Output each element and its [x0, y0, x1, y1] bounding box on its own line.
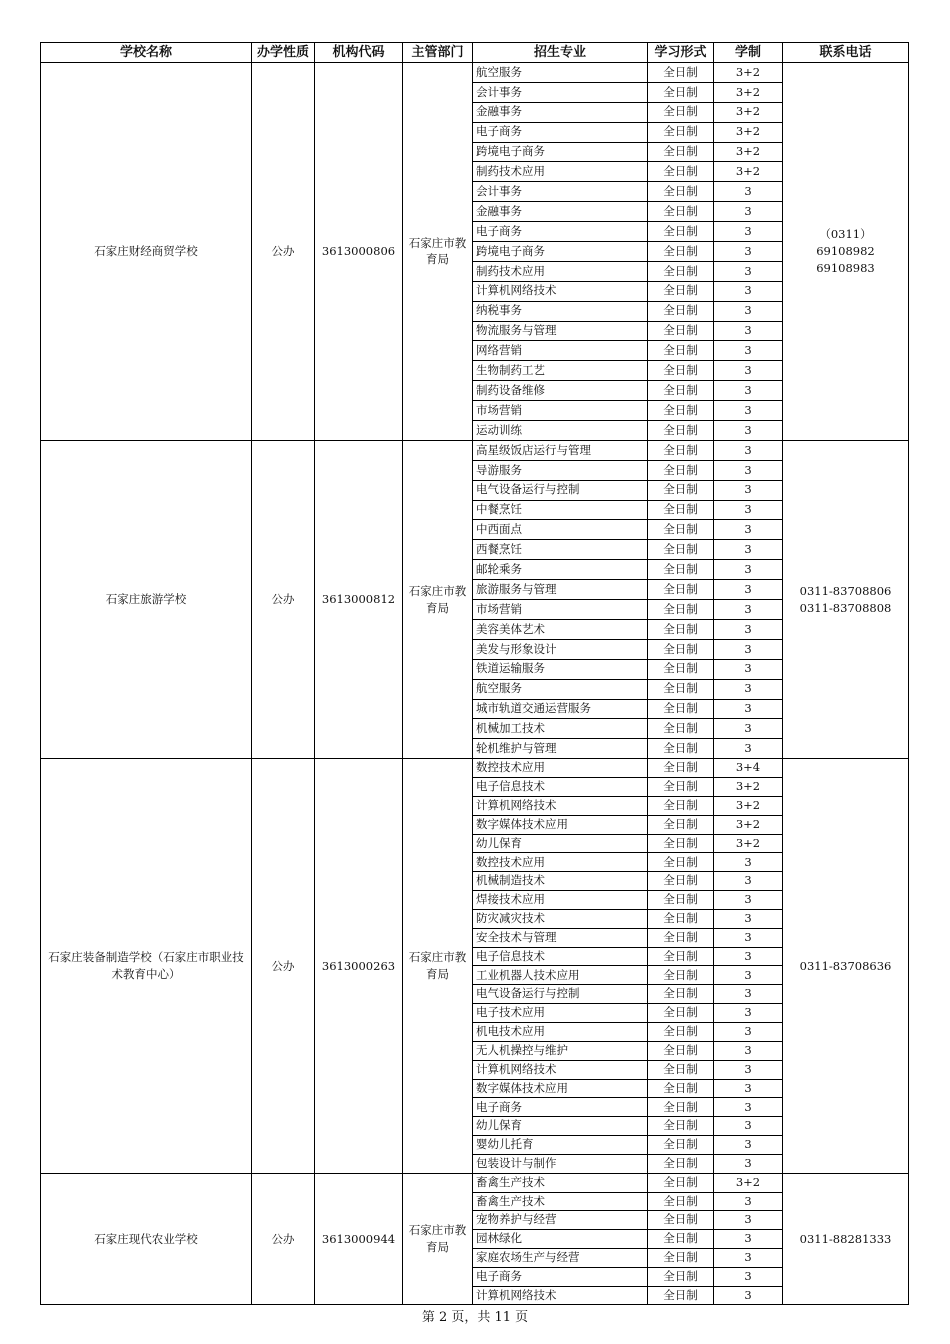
major-name: 跨境电子商务 — [473, 242, 648, 262]
major-name: 电子商务 — [473, 1267, 648, 1286]
study-duration: 3 — [714, 1136, 783, 1155]
study-form: 全日制 — [648, 891, 714, 910]
study-form: 全日制 — [648, 182, 714, 202]
header-nature: 办学性质 — [252, 43, 315, 63]
phone-line: 69108983 — [816, 260, 875, 275]
page-footer: 第 2 页，共 11 页 — [421, 1310, 529, 1325]
major-name: 市场营销 — [473, 401, 648, 421]
institution-code: 3613000806 — [315, 63, 403, 441]
major-name: 电子技术应用 — [473, 1004, 648, 1023]
major-name: 导游服务 — [473, 460, 648, 480]
study-form: 全日制 — [648, 421, 714, 441]
study-form: 全日制 — [648, 659, 714, 679]
study-form: 全日制 — [648, 966, 714, 985]
major-name: 数控技术应用 — [473, 853, 648, 872]
major-name: 无人机操控与维护 — [473, 1041, 648, 1060]
major-name: 家庭农场生产与经营 — [473, 1248, 648, 1267]
study-duration: 3 — [714, 1211, 783, 1230]
study-duration: 3 — [714, 500, 783, 520]
study-duration: 3 — [714, 1248, 783, 1267]
major-name: 中西面点 — [473, 520, 648, 540]
study-duration: 3 — [714, 1060, 783, 1079]
study-form: 全日制 — [648, 600, 714, 620]
major-name: 畜禽生产技术 — [473, 1192, 648, 1211]
study-duration: 3 — [714, 261, 783, 281]
study-form: 全日制 — [648, 778, 714, 797]
study-form: 全日制 — [648, 1098, 714, 1117]
study-form: 全日制 — [648, 520, 714, 540]
study-form: 全日制 — [648, 1117, 714, 1136]
table-row — [41, 759, 909, 778]
study-form: 全日制 — [648, 872, 714, 891]
study-duration: 3 — [714, 480, 783, 500]
supervising-dept: 石家庄市教育局 — [403, 63, 473, 441]
study-duration: 3 — [714, 891, 783, 910]
study-duration: 3+2 — [714, 102, 783, 122]
table-row — [41, 440, 909, 460]
contact-phone — [783, 1173, 909, 1305]
study-form: 全日制 — [648, 281, 714, 301]
study-duration: 3+2 — [714, 122, 783, 142]
study-duration: 3 — [714, 460, 783, 480]
study-duration: 3 — [714, 639, 783, 659]
study-form: 全日制 — [648, 381, 714, 401]
major-name: 园林绿化 — [473, 1230, 648, 1249]
institution-code: 3613000944 — [315, 1173, 403, 1305]
study-form: 全日制 — [648, 540, 714, 560]
study-duration: 3 — [714, 659, 783, 679]
study-duration: 3 — [714, 1154, 783, 1173]
study-duration: 3 — [714, 1286, 783, 1305]
study-duration: 3 — [714, 739, 783, 759]
major-name: 邮轮乘务 — [473, 560, 648, 580]
header-phone: 联系电话 — [783, 43, 909, 63]
phone-line: 0311-88281333 — [799, 1231, 892, 1246]
study-duration: 3 — [714, 560, 783, 580]
study-form: 全日制 — [648, 142, 714, 162]
study-duration: 3 — [714, 202, 783, 222]
study-form: 全日制 — [648, 815, 714, 834]
study-duration: 3 — [714, 1022, 783, 1041]
study-duration: 3 — [714, 679, 783, 699]
study-form: 全日制 — [648, 580, 714, 600]
major-name: 幼儿保育 — [473, 834, 648, 853]
header-code: 机构代码 — [315, 43, 403, 63]
major-name: 计算机网络技术 — [473, 1060, 648, 1079]
contact-phone — [783, 759, 909, 1174]
study-duration: 3+2 — [714, 778, 783, 797]
study-duration: 3 — [714, 341, 783, 361]
major-name: 会计事务 — [473, 182, 648, 202]
study-duration: 3 — [714, 301, 783, 321]
study-duration: 3 — [714, 281, 783, 301]
study-duration: 3 — [714, 1267, 783, 1286]
major-name: 航空服务 — [473, 679, 648, 699]
study-duration: 3 — [714, 600, 783, 620]
phone-line: 69108982 — [816, 244, 875, 259]
major-name: 数字媒体技术应用 — [473, 1079, 648, 1098]
study-duration: 3 — [714, 401, 783, 421]
study-duration: 3 — [714, 619, 783, 639]
major-name: 物流服务与管理 — [473, 321, 648, 341]
header-major: 招生专业 — [473, 43, 648, 63]
institution-code: 3613000263 — [315, 759, 403, 1174]
contact-phone — [783, 63, 909, 441]
header-dept: 主管部门 — [403, 43, 473, 63]
study-form: 全日制 — [648, 500, 714, 520]
study-form: 全日制 — [648, 1079, 714, 1098]
school-nature: 公办 — [252, 440, 315, 758]
study-form: 全日制 — [648, 102, 714, 122]
study-form: 全日制 — [648, 619, 714, 639]
major-name: 计算机网络技术 — [473, 281, 648, 301]
school-name: 石家庄现代农业学校 — [41, 1173, 252, 1305]
major-name: 安全技术与管理 — [473, 928, 648, 947]
study-form: 全日制 — [648, 1267, 714, 1286]
study-form: 全日制 — [648, 1286, 714, 1305]
study-duration: 3 — [714, 540, 783, 560]
phone-line: 0311-83708636 — [799, 958, 892, 973]
study-duration: 3+2 — [714, 63, 783, 83]
major-name: 电气设备运行与控制 — [473, 985, 648, 1004]
major-name: 婴幼儿托育 — [473, 1136, 648, 1155]
study-duration: 3 — [714, 1004, 783, 1023]
study-form: 全日制 — [648, 909, 714, 928]
major-name: 金融事务 — [473, 102, 648, 122]
study-form: 全日制 — [648, 480, 714, 500]
major-name: 防灾减灾技术 — [473, 909, 648, 928]
study-form: 全日制 — [648, 947, 714, 966]
study-duration: 3+2 — [714, 82, 783, 102]
school-enrollment-table — [40, 42, 909, 1305]
school-nature: 公办 — [252, 1173, 315, 1305]
study-duration: 3 — [714, 699, 783, 719]
major-name: 电子商务 — [473, 222, 648, 242]
major-name: 幼儿保育 — [473, 1117, 648, 1136]
major-name: 会计事务 — [473, 82, 648, 102]
major-name: 计算机网络技术 — [473, 1286, 648, 1305]
study-form: 全日制 — [648, 401, 714, 421]
study-form: 全日制 — [648, 1022, 714, 1041]
major-name: 美发与形象设计 — [473, 639, 648, 659]
study-duration: 3 — [714, 928, 783, 947]
study-duration: 3 — [714, 1192, 783, 1211]
supervising-dept: 石家庄市教育局 — [403, 1173, 473, 1305]
table-body — [41, 63, 909, 1305]
study-duration: 3 — [714, 1230, 783, 1249]
study-form: 全日制 — [648, 162, 714, 182]
study-form: 全日制 — [648, 1004, 714, 1023]
study-duration: 3 — [714, 1079, 783, 1098]
header-school-name: 学校名称 — [41, 43, 252, 63]
study-duration: 3 — [714, 580, 783, 600]
supervising-dept: 石家庄市教育局 — [403, 440, 473, 758]
study-duration: 3+4 — [714, 759, 783, 778]
header-study-form: 学习形式 — [648, 43, 714, 63]
study-form: 全日制 — [648, 460, 714, 480]
major-name: 网络营销 — [473, 341, 648, 361]
study-form: 全日制 — [648, 1192, 714, 1211]
study-form: 全日制 — [648, 1173, 714, 1192]
study-duration: 3 — [714, 853, 783, 872]
study-duration: 3 — [714, 985, 783, 1004]
study-form: 全日制 — [648, 82, 714, 102]
major-name: 高星级饭店运行与管理 — [473, 440, 648, 460]
major-name: 制药技术应用 — [473, 261, 648, 281]
major-name: 电子商务 — [473, 122, 648, 142]
major-name: 计算机网络技术 — [473, 796, 648, 815]
study-form: 全日制 — [648, 242, 714, 262]
major-name: 跨境电子商务 — [473, 142, 648, 162]
table-row — [41, 63, 909, 83]
study-form: 全日制 — [648, 739, 714, 759]
study-form: 全日制 — [648, 321, 714, 341]
study-form: 全日制 — [648, 440, 714, 460]
major-name: 机电技术应用 — [473, 1022, 648, 1041]
study-form: 全日制 — [648, 639, 714, 659]
school-name: 石家庄旅游学校 — [41, 440, 252, 758]
major-name: 畜禽生产技术 — [473, 1173, 648, 1192]
study-duration: 3 — [714, 440, 783, 460]
study-duration: 3 — [714, 1041, 783, 1060]
study-form: 全日制 — [648, 1248, 714, 1267]
major-name: 纳税事务 — [473, 301, 648, 321]
study-duration: 3 — [714, 947, 783, 966]
major-name: 机械制造技术 — [473, 872, 648, 891]
study-form: 全日制 — [648, 853, 714, 872]
major-name: 宠物养护与经营 — [473, 1211, 648, 1230]
major-name: 数控技术应用 — [473, 759, 648, 778]
study-form: 全日制 — [648, 560, 714, 580]
school-nature: 公办 — [252, 63, 315, 441]
major-name: 西餐烹饪 — [473, 540, 648, 560]
study-form: 全日制 — [648, 1154, 714, 1173]
major-name: 焊接技术应用 — [473, 891, 648, 910]
major-name: 工业机器人技术应用 — [473, 966, 648, 985]
header-row — [41, 43, 909, 63]
study-form: 全日制 — [648, 699, 714, 719]
study-duration: 3+2 — [714, 815, 783, 834]
study-form: 全日制 — [648, 222, 714, 242]
study-form: 全日制 — [648, 122, 714, 142]
study-form: 全日制 — [648, 202, 714, 222]
study-duration: 3 — [714, 520, 783, 540]
school-name: 石家庄财经商贸学校 — [41, 63, 252, 441]
study-form: 全日制 — [648, 1230, 714, 1249]
study-duration: 3+2 — [714, 1173, 783, 1192]
school-name: 石家庄装备制造学校（石家庄市职业技术教育中心） — [41, 759, 252, 1174]
table-row — [41, 1173, 909, 1192]
major-name: 电气设备运行与控制 — [473, 480, 648, 500]
study-duration: 3 — [714, 182, 783, 202]
study-form: 全日制 — [648, 759, 714, 778]
phone-line: 0311-83708808 — [799, 600, 892, 615]
study-duration: 3+2 — [714, 162, 783, 182]
major-name: 铁道运输服务 — [473, 659, 648, 679]
study-form: 全日制 — [648, 301, 714, 321]
header-duration: 学制 — [714, 43, 783, 63]
study-duration: 3 — [714, 381, 783, 401]
major-name: 电子信息技术 — [473, 778, 648, 797]
study-duration: 3 — [714, 421, 783, 441]
study-duration: 3 — [714, 242, 783, 262]
major-name: 市场营销 — [473, 600, 648, 620]
study-form: 全日制 — [648, 796, 714, 815]
study-form: 全日制 — [648, 63, 714, 83]
major-name: 美容美体艺术 — [473, 619, 648, 639]
major-name: 电子信息技术 — [473, 947, 648, 966]
study-duration: 3 — [714, 719, 783, 739]
major-name: 数字媒体技术应用 — [473, 815, 648, 834]
major-name: 金融事务 — [473, 202, 648, 222]
study-form: 全日制 — [648, 719, 714, 739]
major-name: 中餐烹饪 — [473, 500, 648, 520]
study-form: 全日制 — [648, 834, 714, 853]
study-form: 全日制 — [648, 1060, 714, 1079]
major-name: 航空服务 — [473, 63, 648, 83]
study-duration: 3 — [714, 222, 783, 242]
major-name: 包装设计与制作 — [473, 1154, 648, 1173]
study-duration: 3+2 — [714, 796, 783, 815]
major-name: 运动训练 — [473, 421, 648, 441]
school-nature: 公办 — [252, 759, 315, 1174]
study-duration: 3+2 — [714, 834, 783, 853]
study-form: 全日制 — [648, 679, 714, 699]
major-name: 生物制药工艺 — [473, 361, 648, 381]
major-name: 机械加工技术 — [473, 719, 648, 739]
study-form: 全日制 — [648, 261, 714, 281]
study-form: 全日制 — [648, 1211, 714, 1230]
phone-line: （0311） — [819, 227, 872, 242]
supervising-dept: 石家庄市教育局 — [403, 759, 473, 1174]
study-form: 全日制 — [648, 928, 714, 947]
major-name: 制药设备维修 — [473, 381, 648, 401]
major-name: 旅游服务与管理 — [473, 580, 648, 600]
study-duration: 3 — [714, 321, 783, 341]
study-duration: 3 — [714, 1098, 783, 1117]
study-duration: 3 — [714, 909, 783, 928]
study-duration: 3 — [714, 1117, 783, 1136]
major-name: 电子商务 — [473, 1098, 648, 1117]
study-form: 全日制 — [648, 341, 714, 361]
study-duration: 3 — [714, 966, 783, 985]
study-duration: 3 — [714, 361, 783, 381]
institution-code: 3613000812 — [315, 440, 403, 758]
major-name: 城市轨道交通运营服务 — [473, 699, 648, 719]
study-duration: 3+2 — [714, 142, 783, 162]
phone-line: 0311-83708806 — [799, 583, 892, 598]
study-form: 全日制 — [648, 1136, 714, 1155]
study-duration: 3 — [714, 872, 783, 891]
contact-phone — [783, 440, 909, 758]
study-form: 全日制 — [648, 361, 714, 381]
study-form: 全日制 — [648, 985, 714, 1004]
major-name: 轮机维护与管理 — [473, 739, 648, 759]
major-name: 制药技术应用 — [473, 162, 648, 182]
study-form: 全日制 — [648, 1041, 714, 1060]
